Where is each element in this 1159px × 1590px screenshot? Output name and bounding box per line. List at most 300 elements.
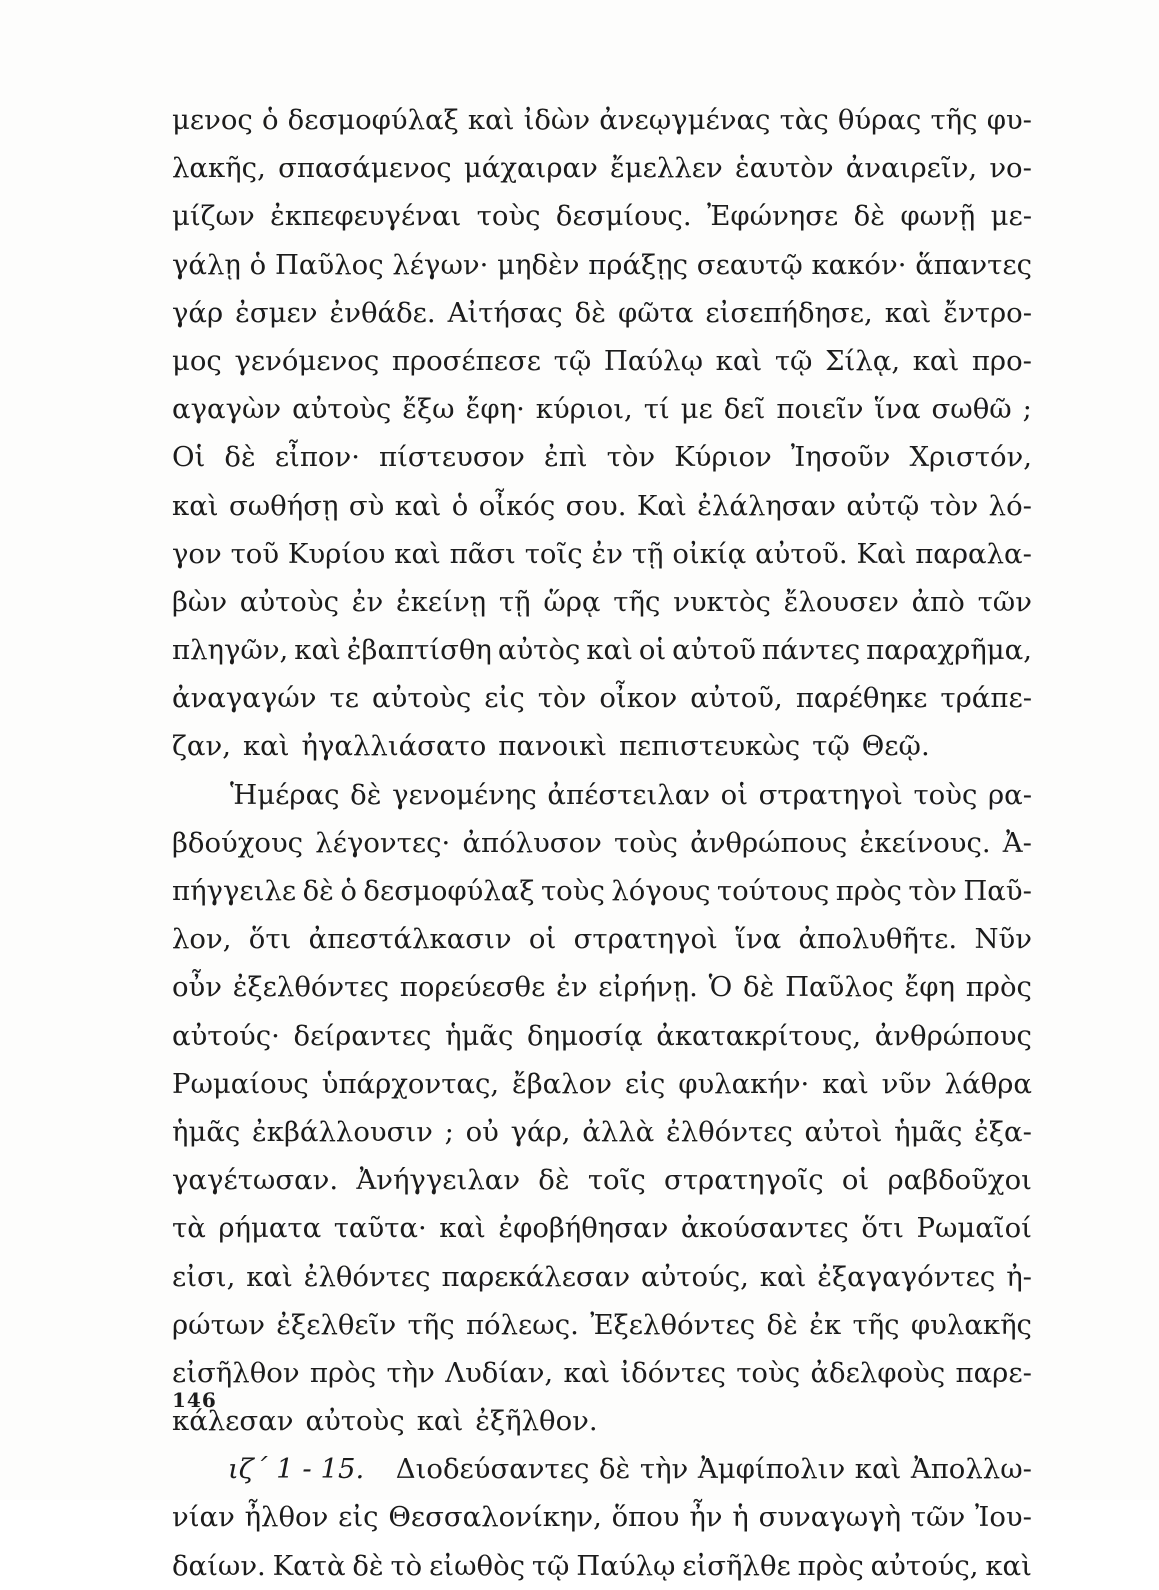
- word: μηδὲν: [497, 248, 580, 281]
- word: ἡμᾶς: [894, 1115, 963, 1148]
- word: Ἀνήγγειλαν: [356, 1164, 521, 1197]
- word: ἀπὸ: [911, 585, 965, 618]
- word: νῦν: [881, 1067, 932, 1100]
- word: οὖν: [172, 971, 222, 1004]
- word: ἀναγαγών: [172, 682, 317, 715]
- word: δεσμίους.: [555, 200, 692, 233]
- word: πρὸς: [965, 971, 1032, 1004]
- word: ἀνθρώπους: [690, 826, 848, 859]
- word: Καὶ: [856, 537, 907, 570]
- word: ἐξελθεῖν: [276, 1308, 397, 1341]
- word: Ἰου-: [975, 1501, 1032, 1534]
- word: τράπε-: [940, 682, 1032, 715]
- word: ἅπαντες: [915, 248, 1032, 281]
- word: τὰς: [779, 104, 829, 136]
- word: δὲ: [538, 1164, 570, 1197]
- text-line: [172, 1253, 1032, 1301]
- word: γενόμενος: [234, 344, 380, 377]
- text-line: [172, 337, 1032, 385]
- word: τῷ: [553, 344, 592, 377]
- word: οἱ: [841, 1164, 870, 1197]
- word: οἱ: [720, 778, 749, 811]
- word: ;: [1022, 393, 1032, 426]
- word: Χριστόν,: [909, 441, 1032, 474]
- text-line: [172, 1012, 1032, 1060]
- word: ἀπόλυσον: [462, 826, 602, 859]
- word: πρὸς: [835, 875, 902, 907]
- word: ἔντρο-: [943, 296, 1032, 329]
- word: Κυρίου: [287, 537, 386, 570]
- word: πληγῶν,: [172, 634, 289, 667]
- word: στρατηγοῖς: [664, 1164, 824, 1197]
- word: αὐτῷ: [846, 489, 920, 522]
- word: καὶ: [394, 537, 441, 570]
- word: αὐτοὺς: [292, 393, 392, 426]
- word: καὶ: [416, 1405, 464, 1438]
- word: Ρωμαῖοί: [916, 1212, 1032, 1245]
- word: δὲ: [352, 1549, 384, 1582]
- word: ὁ: [249, 248, 267, 281]
- word: αὐτοὺς: [239, 585, 339, 618]
- chapter-reference: ιζ΄ 1 - 15.: [228, 1453, 365, 1486]
- word: μάχαιραν: [463, 152, 598, 185]
- word: καὶ: [884, 296, 932, 329]
- paragraph-start-line: [172, 771, 1032, 819]
- text-line: [172, 1493, 1032, 1541]
- word: δείραντες: [293, 1019, 432, 1052]
- word: πορεύεσθε: [399, 971, 546, 1004]
- word: με: [680, 393, 713, 426]
- word: πρὸς: [797, 1549, 864, 1582]
- word: αὐτοὺς: [372, 682, 472, 715]
- text-line: [172, 1204, 1032, 1252]
- word: ἐκείνους.: [859, 826, 991, 859]
- word: ἔφη·: [465, 393, 525, 426]
- word: ἐξαγαγόντες: [817, 1260, 996, 1293]
- word: ἡ: [732, 1501, 749, 1534]
- text-line: [172, 819, 1032, 867]
- word: ὅτι: [248, 923, 292, 956]
- word: ἐπὶ: [543, 441, 588, 474]
- word: οἶκον: [599, 682, 678, 715]
- text-line: [172, 1301, 1032, 1349]
- word: πᾶσι: [449, 537, 516, 570]
- word: ἐβαπτίσθη: [346, 634, 492, 667]
- text-line: [172, 963, 1032, 1011]
- word: ἀλλὰ: [582, 1115, 655, 1148]
- word: μίζων: [172, 200, 255, 233]
- word: τῆς: [852, 1308, 900, 1341]
- text-line: [172, 1542, 1032, 1590]
- chapter-start-line: [172, 1445, 1032, 1493]
- word: τῇ: [498, 585, 531, 618]
- word: Ἀμφίπολιν: [697, 1453, 846, 1486]
- word: φυ-: [986, 104, 1032, 136]
- word: γενομένης: [392, 778, 537, 811]
- word: πρὸς: [309, 1356, 377, 1389]
- word: ἔφη: [904, 971, 955, 1004]
- word: δὲ: [598, 1453, 631, 1486]
- word: ἔλουσεν: [783, 585, 899, 618]
- word: λον,: [172, 923, 232, 956]
- word: πανοικὶ: [498, 730, 607, 763]
- word: σπασάμενος: [278, 152, 452, 185]
- word: σωθήσῃ: [228, 489, 339, 522]
- word: Ἰησοῦν: [790, 441, 891, 474]
- word: Διοδεύσαντες: [395, 1453, 590, 1486]
- word: δὲ: [766, 1308, 798, 1341]
- word: γαγέτωσαν.: [172, 1164, 339, 1197]
- word: ἐκπεφευγέναι: [270, 200, 462, 233]
- word: ἠγαλλιάσατο: [301, 730, 487, 763]
- word: εἰσι,: [172, 1260, 236, 1293]
- word: πίστευσον: [379, 441, 525, 474]
- word: δὲ: [743, 971, 775, 1004]
- text-line: [172, 192, 1032, 240]
- word: τῶν: [977, 585, 1032, 618]
- word: ἀκατακρίτους,: [656, 1019, 862, 1052]
- word: ἐλάλησαν: [697, 489, 836, 522]
- word: ἠ-: [1006, 1260, 1032, 1293]
- word: ζαν,: [172, 730, 231, 763]
- text-line: [172, 626, 1032, 674]
- word: ;: [444, 1115, 454, 1148]
- word: ἐλθόντες: [665, 1115, 793, 1148]
- word: προσέπεσε: [391, 344, 542, 377]
- word: ἐξελθόντες: [232, 971, 390, 1004]
- word: καὶ: [294, 634, 341, 667]
- word: ἀδελφοὺς: [810, 1356, 946, 1389]
- word: αὐτούς·: [172, 1019, 280, 1052]
- word: αγαγὼν: [172, 393, 282, 426]
- word: καὶ: [854, 1453, 902, 1486]
- word: ρώτων: [172, 1308, 265, 1341]
- word: ἔβαλον: [512, 1067, 612, 1100]
- word: ἦλθον: [244, 1501, 329, 1534]
- word: ἐν: [591, 537, 623, 570]
- word: ἰδὼν: [523, 104, 591, 136]
- word: βὼν: [172, 585, 228, 618]
- word: ἀπέστειλαν: [547, 778, 711, 811]
- word: αὐτούς,: [870, 1549, 979, 1582]
- word: αὐτούς,: [640, 1260, 749, 1293]
- word: ἰδόντες: [620, 1356, 726, 1389]
- text-line: [172, 482, 1032, 530]
- word: ἀπεστάλκασιν: [308, 923, 512, 956]
- word: ἀνθρώπους: [874, 1019, 1032, 1052]
- text-line: [172, 433, 1032, 481]
- word: Κατὰ: [272, 1549, 346, 1582]
- word: τῆς: [407, 1308, 455, 1341]
- text-line: [172, 1397, 1032, 1445]
- word: σου.: [565, 489, 627, 522]
- word: πράξῃς: [588, 248, 689, 281]
- word: ἐκ: [809, 1308, 842, 1341]
- word: τὴν: [386, 1356, 435, 1389]
- text-line: [172, 1108, 1032, 1156]
- word: Ἐξελθόντες: [590, 1308, 756, 1341]
- word: στρατηγοὶ: [573, 923, 718, 956]
- word: τούτους: [716, 875, 830, 907]
- word: δὲ: [302, 875, 334, 907]
- word: ἐνθάδε.: [329, 296, 436, 329]
- word: πήγγειλε: [172, 875, 297, 907]
- word: τοῦ: [230, 537, 280, 570]
- word: τῷ: [812, 730, 850, 763]
- word: καὶ: [439, 1212, 486, 1245]
- word: τοὺς: [913, 778, 978, 811]
- word: Παύλῳ: [603, 344, 704, 377]
- word: αὐτὸς: [497, 634, 581, 667]
- word: καὶ: [242, 730, 290, 763]
- word: Ἡμέρας: [230, 778, 340, 811]
- word: ὁ: [451, 489, 469, 522]
- word: ἑαυτὸν: [735, 152, 834, 185]
- word: προ-: [971, 344, 1032, 377]
- body-text: [172, 96, 1032, 1590]
- word: παραχρῆμα,: [866, 634, 1032, 667]
- word: Καὶ: [636, 489, 687, 522]
- word: τὴν: [639, 1453, 689, 1486]
- word: οἱ: [528, 923, 557, 956]
- text-line: [172, 144, 1032, 192]
- word: δαίων.: [172, 1549, 266, 1582]
- word: τῆς: [930, 104, 978, 136]
- word: λάθρα: [944, 1067, 1032, 1100]
- word: καὶ: [822, 1067, 869, 1100]
- word: ἀκούσαντες: [680, 1212, 849, 1245]
- word: ὁ: [261, 104, 279, 136]
- word: ὅπου: [611, 1501, 680, 1534]
- word: δὲ: [224, 441, 256, 474]
- word: δὲ: [350, 778, 382, 811]
- word: ἀνεῳγμένας: [599, 104, 771, 136]
- word: πάντες: [761, 634, 861, 667]
- word: δεῖ: [723, 393, 766, 426]
- word: Κύριον: [674, 441, 772, 474]
- word: τῷ: [774, 344, 813, 377]
- word: ἐκείνῃ: [395, 585, 487, 618]
- word: Οἱ: [172, 441, 206, 474]
- word: γάλῃ: [172, 248, 241, 281]
- word: θύρας: [837, 104, 922, 136]
- word: δεσμοφύλαξ: [363, 875, 535, 907]
- word: ἡμᾶς: [445, 1019, 514, 1052]
- word: φῶτα: [617, 296, 694, 329]
- word: Παύλῳ: [576, 1549, 676, 1582]
- word: αὐτοῦ: [672, 634, 756, 667]
- word: λακῆς,: [172, 152, 266, 185]
- word: γάρ,: [510, 1115, 571, 1148]
- word: σὺ: [348, 489, 385, 522]
- word: ἐκβάλλουσιν: [252, 1115, 433, 1148]
- word: εἰσεπήδησε,: [705, 296, 873, 329]
- word: φωνῇ: [900, 200, 976, 233]
- word: Ἀπολλω-: [910, 1453, 1032, 1486]
- word: ἐξῆλθον.: [475, 1405, 598, 1438]
- word: ταῦτα·: [333, 1212, 427, 1245]
- word: νο-: [989, 152, 1032, 185]
- word: ἵνα: [874, 393, 921, 426]
- text-line: [172, 915, 1032, 963]
- word: παραλα-: [915, 537, 1032, 570]
- word: παρέθηκε: [795, 682, 928, 715]
- text-line: [172, 674, 1032, 722]
- word: παρεκάλεσαν: [441, 1260, 631, 1293]
- word: τῶν: [910, 1501, 966, 1534]
- text-line: [172, 96, 1032, 144]
- word: τοῖς: [524, 537, 583, 570]
- word: καὶ: [715, 344, 763, 377]
- word: Ἐφώνησε: [706, 200, 839, 233]
- word: τὸν: [606, 441, 656, 474]
- word: εἶπον·: [274, 441, 360, 474]
- word: ὅτι: [861, 1212, 904, 1245]
- word: Παῦ-: [963, 875, 1032, 907]
- word: Ὁ: [708, 971, 733, 1004]
- word: δεσμοφύλαξ: [287, 104, 459, 136]
- word: τοὺς: [476, 200, 541, 233]
- word: νυκτὸς: [673, 585, 771, 618]
- word: συναγωγὴ: [758, 1501, 902, 1534]
- text-line: [172, 1349, 1032, 1397]
- word: κάλεσαν: [172, 1405, 294, 1438]
- word: δὲ: [853, 200, 885, 233]
- word: ἐλθόντες: [303, 1260, 431, 1293]
- word: ἔξω: [402, 393, 455, 426]
- word: καὶ: [246, 1260, 293, 1293]
- text-line: [172, 385, 1032, 433]
- word: τί: [643, 393, 670, 426]
- word: εἰς: [338, 1501, 379, 1534]
- word: τοὺς: [540, 875, 605, 907]
- word: καὶ: [586, 634, 633, 667]
- word: καὶ: [394, 489, 442, 522]
- word: παρε-: [955, 1356, 1032, 1389]
- word: κύριοι,: [535, 393, 633, 426]
- word: γάρ: [172, 296, 224, 329]
- word: λέγων·: [392, 248, 489, 281]
- word: τῇ: [631, 537, 664, 570]
- word: ἔμελλεν: [610, 152, 723, 185]
- word: ποιεῖν: [776, 393, 864, 426]
- word: τοὺς: [614, 826, 678, 859]
- word: ἦν: [689, 1501, 723, 1534]
- word: λό-: [988, 489, 1032, 522]
- page-number: 146: [172, 1388, 217, 1412]
- word: με-: [990, 200, 1032, 233]
- word: Ρωμαίους: [172, 1067, 309, 1100]
- word: ἀπολυθῆτε.: [798, 923, 958, 956]
- word: πόλεως.: [465, 1308, 579, 1341]
- word: Αἰτήσας: [447, 296, 563, 329]
- word: καὶ: [912, 344, 960, 377]
- word: Θεῷ.: [861, 730, 930, 763]
- text-line: [172, 578, 1032, 626]
- word: καὶ: [467, 104, 515, 136]
- word: ὑπάρχοντας,: [321, 1067, 500, 1100]
- word: λόγους: [611, 875, 711, 907]
- word: Παῦλος: [785, 971, 894, 1004]
- text-line: [172, 289, 1032, 337]
- word: καὶ: [563, 1356, 611, 1389]
- word: τὸν: [537, 682, 587, 715]
- word: ἐσμεν: [235, 296, 318, 329]
- word: καὶ: [172, 489, 219, 522]
- text-line: [172, 530, 1032, 578]
- word: Σίλᾳ,: [825, 344, 901, 377]
- word: κακόν·: [811, 248, 907, 281]
- word: καὶ: [759, 1260, 807, 1293]
- word: εἰρήνῃ.: [598, 971, 698, 1004]
- text-line: [172, 867, 1032, 915]
- word: τὰ: [172, 1212, 206, 1245]
- word: Ἀ-: [1002, 826, 1032, 859]
- word: αὐτοῦ,: [690, 682, 783, 715]
- word: βδούχους: [172, 826, 304, 859]
- word: αὐτοὶ: [804, 1115, 883, 1148]
- word: τῆς: [613, 585, 661, 618]
- word: σωθῶ: [931, 393, 1012, 426]
- word: αὐτοὺς: [305, 1405, 405, 1438]
- word: τὸν: [908, 875, 957, 907]
- word: ἵνα: [735, 923, 782, 956]
- word: δὲ: [574, 296, 606, 329]
- word: εἰωθὸς: [429, 1549, 526, 1582]
- text-line: [172, 1156, 1032, 1204]
- word: εἰς: [624, 1067, 666, 1100]
- word: ὥρᾳ: [543, 585, 601, 618]
- word: εἰσῆλθον: [172, 1356, 300, 1389]
- word: αὐτοῦ.: [755, 537, 848, 570]
- word: ρα-: [987, 778, 1032, 811]
- word: ραβδοῦχοι: [887, 1164, 1032, 1197]
- word: ἐξα-: [974, 1115, 1032, 1148]
- word: οἶκός: [478, 489, 556, 522]
- word: οἰκίᾳ: [672, 537, 747, 570]
- word: δημοσίᾳ: [527, 1019, 643, 1052]
- word: ἀναιρεῖν,: [845, 152, 978, 185]
- word: οὐ: [465, 1115, 499, 1148]
- word: πεπιστευκὼς: [618, 730, 801, 763]
- word: ὁ: [340, 875, 357, 907]
- text-line: [172, 722, 1032, 770]
- word: φυλακήν·: [678, 1067, 810, 1100]
- word: εἰς: [484, 682, 525, 715]
- word: τε: [329, 682, 359, 715]
- word: μενος: [172, 104, 253, 136]
- word: Παῦλος: [274, 248, 384, 281]
- word: εἰσῆλθε: [682, 1549, 791, 1582]
- word: τῷ: [531, 1549, 570, 1582]
- word: Θεσσαλονίκην,: [388, 1501, 602, 1534]
- word: τοῖς: [587, 1164, 646, 1197]
- word: νίαν: [172, 1501, 235, 1534]
- word: μος: [172, 344, 222, 377]
- word: Λυδίαν,: [445, 1356, 554, 1389]
- word: ἡμᾶς: [172, 1115, 241, 1148]
- word: ρήματα: [218, 1212, 322, 1245]
- word: τὸν: [929, 489, 979, 522]
- word: στρατηγοὶ: [758, 778, 903, 811]
- word: ἐν: [556, 971, 588, 1004]
- word: Νῦν: [974, 923, 1032, 956]
- word: ἐφοβήθησαν: [498, 1212, 669, 1245]
- text-line: [172, 241, 1032, 289]
- word: τοὺς: [736, 1356, 801, 1389]
- word: σεαυτῷ: [696, 248, 803, 281]
- word: φυλακῆς: [910, 1308, 1032, 1341]
